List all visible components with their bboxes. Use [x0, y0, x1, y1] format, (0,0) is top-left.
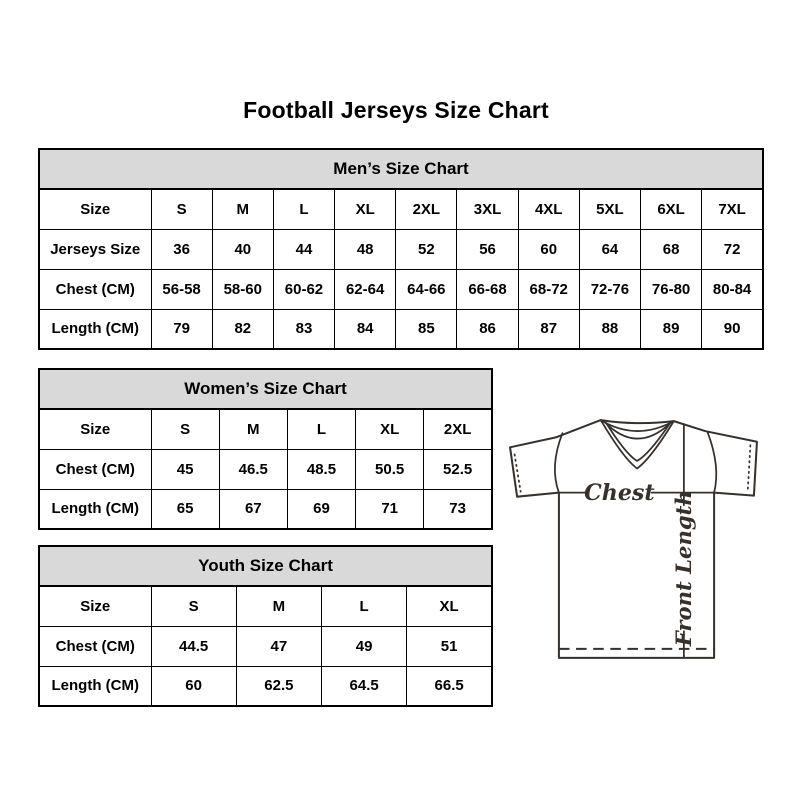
table-cell: L: [273, 189, 334, 229]
page-title: Football Jerseys Size Chart: [243, 97, 549, 123]
table-cell: 46.5: [219, 449, 287, 489]
table-cell: 60: [151, 666, 236, 706]
table-cell: 44.5: [151, 626, 236, 666]
table-cell: M: [219, 409, 287, 449]
table-cell: 64: [579, 229, 640, 269]
table-cell: 52: [396, 229, 457, 269]
table-cell: 40: [212, 229, 273, 269]
table-row: [39, 586, 492, 626]
table-cell: 72: [702, 229, 763, 269]
mens-size-table: [38, 148, 764, 350]
table-cell: 73: [424, 489, 492, 529]
row-label: Jerseys Size: [39, 229, 151, 269]
table-cell: S: [151, 586, 236, 626]
table-cell: 2XL: [396, 189, 457, 229]
jersey-outline-shape: [510, 420, 757, 658]
right-cuff-stitch-line: [748, 445, 751, 488]
table-cell: 71: [356, 489, 424, 529]
table-cell: 60: [518, 229, 579, 269]
table-cell: XL: [356, 409, 424, 449]
table-cell: M: [212, 189, 273, 229]
table-title: Men’s Size Chart: [39, 149, 763, 189]
table-row: [39, 409, 492, 449]
table-cell: 36: [151, 229, 212, 269]
row-label: Length (CM): [39, 489, 151, 529]
youth-size-table: [38, 545, 493, 707]
table-cell: 66-68: [457, 269, 518, 309]
table-cell: 7XL: [702, 189, 763, 229]
table-cell: 56: [457, 229, 518, 269]
table-row: [39, 189, 763, 229]
womens-size-table: [38, 368, 493, 530]
table-cell: 72-76: [579, 269, 640, 309]
front-length-label: Front Length: [670, 490, 696, 647]
table-cell: 64-66: [396, 269, 457, 309]
table-cell: L: [322, 586, 407, 626]
row-label: Size: [39, 409, 151, 449]
table-row: [39, 449, 492, 489]
table-cell: 44: [273, 229, 334, 269]
table-cell: L: [287, 409, 355, 449]
table-cell: 80-84: [702, 269, 763, 309]
table-cell: 89: [641, 309, 702, 349]
row-label: Size: [39, 586, 151, 626]
table-cell: 66.5: [407, 666, 492, 706]
table-cell: 6XL: [641, 189, 702, 229]
table-cell: 62-64: [335, 269, 396, 309]
table-title: Youth Size Chart: [39, 546, 492, 586]
table-row: [39, 666, 492, 706]
table-cell: 83: [273, 309, 334, 349]
table-cell: 85: [396, 309, 457, 349]
table-cell: 48.5: [287, 449, 355, 489]
table-cell: 52.5: [424, 449, 492, 489]
table-title: Women’s Size Chart: [39, 369, 492, 409]
row-label: Chest (CM): [39, 269, 151, 309]
table-cell: 4XL: [518, 189, 579, 229]
row-label: Size: [39, 189, 151, 229]
table-row: [39, 229, 763, 269]
jersey-measurement-diagram: [504, 412, 766, 664]
table-cell: 60-62: [273, 269, 334, 309]
table-cell: 2XL: [424, 409, 492, 449]
table-cell: 65: [151, 489, 219, 529]
row-label: Length (CM): [39, 666, 151, 706]
table-row: [39, 489, 492, 529]
table-cell: 56-58: [151, 269, 212, 309]
table-cell: M: [236, 586, 321, 626]
table-row: [39, 269, 763, 309]
right-armhole-seam: [708, 432, 717, 492]
table-row: [39, 626, 492, 666]
table-cell: 62.5: [236, 666, 321, 706]
left-armhole-seam: [555, 433, 563, 492]
jersey-lines: [510, 420, 757, 658]
table-cell: XL: [335, 189, 396, 229]
table-cell: 76-80: [641, 269, 702, 309]
table-cell: 87: [518, 309, 579, 349]
table-cell: 82: [212, 309, 273, 349]
table-row: [39, 309, 763, 349]
table-cell: 69: [287, 489, 355, 529]
table-cell: 79: [151, 309, 212, 349]
table-cell: 51: [407, 626, 492, 666]
table-cell: 49: [322, 626, 407, 666]
table-cell: 68: [641, 229, 702, 269]
table-cell: 90: [702, 309, 763, 349]
row-label: Chest (CM): [39, 449, 151, 489]
row-label: Chest (CM): [39, 626, 151, 666]
table-cell: 84: [335, 309, 396, 349]
table-cell: 68-72: [518, 269, 579, 309]
table-cell: S: [151, 409, 219, 449]
table-cell: 47: [236, 626, 321, 666]
table-cell: 88: [579, 309, 640, 349]
table-cell: 86: [457, 309, 518, 349]
table-cell: 48: [335, 229, 396, 269]
table-cell: S: [151, 189, 212, 229]
jersey-labels: [584, 480, 696, 647]
table-cell: XL: [407, 586, 492, 626]
chest-label: Chest: [584, 480, 655, 507]
table-cell: 58-60: [212, 269, 273, 309]
table-cell: 45: [151, 449, 219, 489]
table-cell: 5XL: [579, 189, 640, 229]
row-label: Length (CM): [39, 309, 151, 349]
table-cell: 50.5: [356, 449, 424, 489]
table-cell: 64.5: [322, 666, 407, 706]
table-cell: 67: [219, 489, 287, 529]
table-cell: 3XL: [457, 189, 518, 229]
